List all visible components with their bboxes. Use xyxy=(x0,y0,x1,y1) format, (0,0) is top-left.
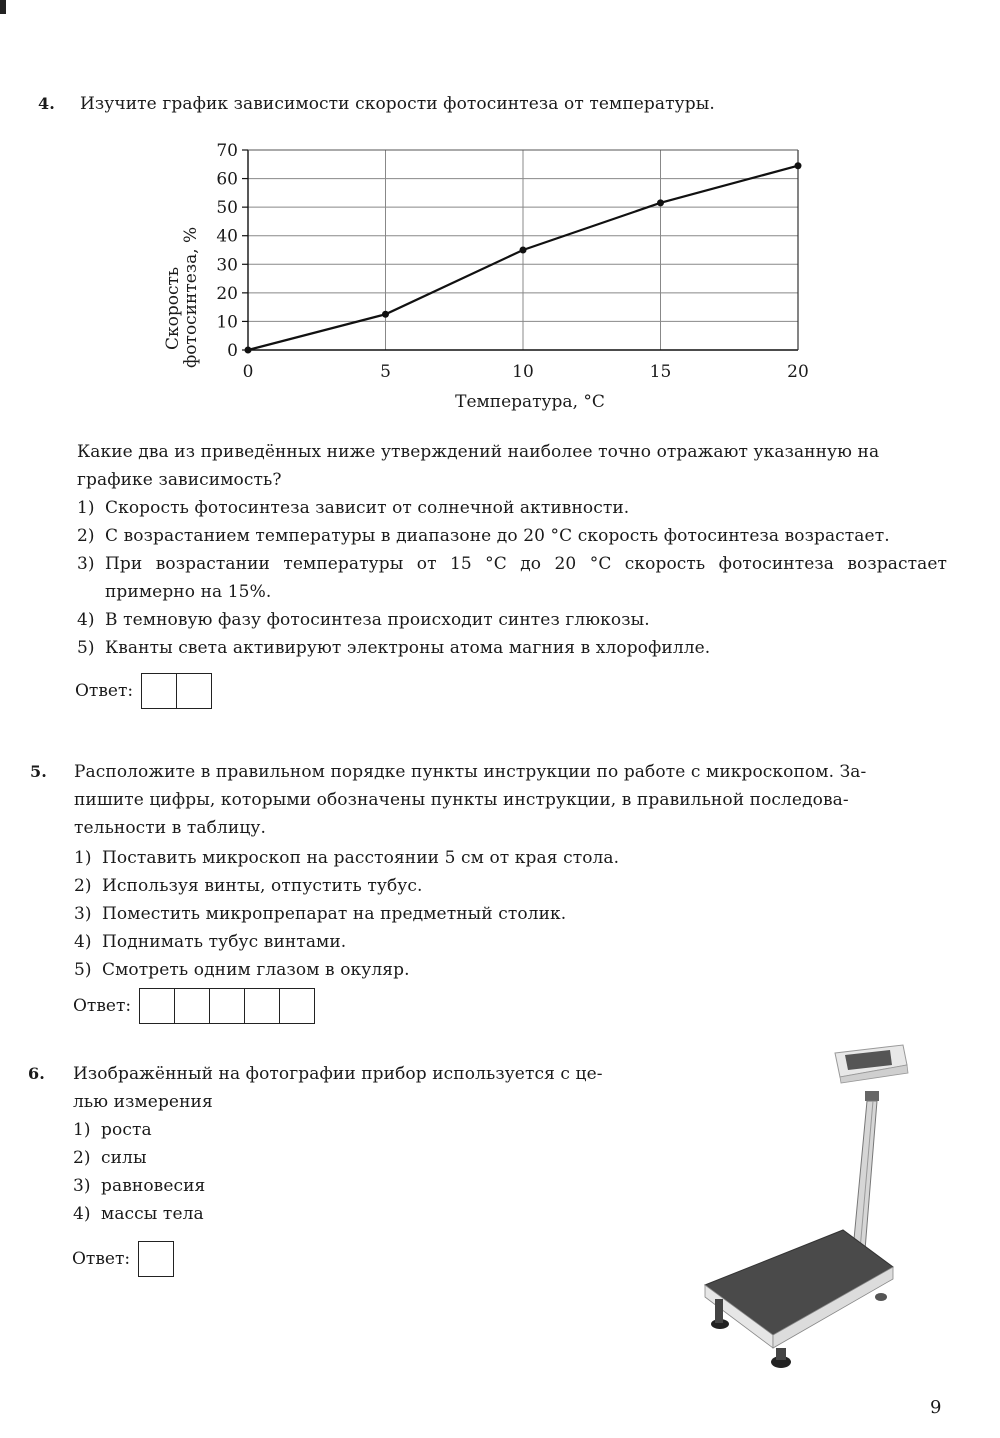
y-axis-label-line1: Скорость xyxy=(163,266,183,350)
floor-scale-photo xyxy=(695,1035,975,1380)
y-tick-label: 40 xyxy=(216,226,238,247)
option-text: Поднимать тубус винтами. xyxy=(102,932,347,952)
answer-option xyxy=(74,928,950,956)
answer-cells[interactable] xyxy=(139,988,315,1024)
answer-option xyxy=(74,844,950,872)
option-text: Смотреть одним глазом в окуляр. xyxy=(102,960,410,980)
data-point xyxy=(657,199,664,206)
answer-label: Ответ: xyxy=(73,996,132,1016)
option-number: 1) xyxy=(77,498,95,518)
question-4-number: 4. xyxy=(38,94,55,113)
answer-cell[interactable] xyxy=(140,989,175,1023)
scale-display-head xyxy=(835,1045,908,1083)
answer-cell[interactable] xyxy=(210,989,245,1023)
option-number: 3) xyxy=(77,554,95,574)
option-text: массы тела xyxy=(101,1204,204,1224)
x-tick-label: 5 xyxy=(380,362,391,382)
option-number: 4) xyxy=(73,1204,91,1224)
answer-option xyxy=(73,1144,673,1172)
question-6-number: 6. xyxy=(28,1064,45,1083)
option-text: С возрастанием температуры в диапазоне до 20 °С скорость фотосинтеза возрастает. xyxy=(105,526,890,546)
x-tick-label: 10 xyxy=(512,362,534,382)
y-tick-label: 20 xyxy=(216,283,238,304)
data-point xyxy=(245,347,252,354)
scale-platform xyxy=(705,1230,893,1368)
question-5-prompt-line2: пишите цифры, которыми обозначены пункты инструкции, в правильной последова- xyxy=(74,790,849,810)
answer-option xyxy=(77,606,947,634)
answer-cell[interactable] xyxy=(139,1242,173,1276)
option-number: 4) xyxy=(74,932,92,952)
y-tick-label: 70 xyxy=(216,141,238,161)
option-number: 3) xyxy=(73,1176,91,1196)
question-4-prompt: Изучите график зависимости скорости фотосинтеза от температуры. xyxy=(80,94,715,114)
option-number: 2) xyxy=(74,876,92,896)
x-tick-label: 20 xyxy=(787,362,809,382)
answer-option xyxy=(77,494,947,522)
answer-option xyxy=(77,550,947,606)
page-number: 9 xyxy=(930,1397,942,1418)
answer-option xyxy=(77,634,947,662)
option-number: 3) xyxy=(74,904,92,924)
x-tick-label: 15 xyxy=(649,362,672,382)
answer-option xyxy=(74,872,950,900)
option-text: силы xyxy=(101,1148,147,1168)
answer-option xyxy=(74,956,950,984)
x-tick-label: 0 xyxy=(242,362,254,382)
answer-cell[interactable] xyxy=(177,674,211,708)
question-6-options xyxy=(73,1116,673,1228)
option-text: Скорость фотосинтеза зависит от солнечной активности. xyxy=(105,498,630,518)
answer-option xyxy=(74,900,950,928)
question-5-prompt-line1: Расположите в правильном порядке пункты инструкции по работе с микроскопом. За- xyxy=(74,762,867,782)
question-6-answer xyxy=(72,1241,174,1277)
option-text: Используя винты, отпустить тубус. xyxy=(102,876,423,896)
data-point xyxy=(795,162,802,169)
answer-label: Ответ: xyxy=(75,681,134,701)
y-tick-label: 0 xyxy=(227,341,238,361)
question-5-prompt-line3: тельности в таблицу. xyxy=(74,818,266,838)
option-number: 2) xyxy=(77,526,95,546)
answer-option xyxy=(73,1116,673,1144)
option-text: При возрастании температуры от 15 °С до 20 °С скорость фотосинтеза возрастает примерно на 15%. xyxy=(105,554,947,602)
question-4-text-line2: графике зависимость? xyxy=(77,470,282,490)
answer-option xyxy=(73,1172,673,1200)
option-number: 4) xyxy=(77,610,95,630)
question-4-answer xyxy=(75,673,212,709)
y-tick-label: 30 xyxy=(216,255,238,276)
option-text: Поставить микроскоп на расстоянии 5 см от края стола. xyxy=(102,848,620,868)
y-axis-label-line2: фотосинтеза, % xyxy=(181,226,201,368)
x-axis-label: Температура, °С xyxy=(455,392,605,412)
scan-corner-mark xyxy=(0,0,6,14)
x-tick-labels xyxy=(243,362,809,382)
option-text: Поместить микропрепарат на предметный столик. xyxy=(102,904,567,924)
scale-column xyxy=(853,1091,879,1250)
answer-option xyxy=(77,522,947,550)
data-point xyxy=(382,311,389,318)
question-4-text-line1: Какие два из приведённых ниже утверждений наиболее точно отражают указанную на xyxy=(77,442,880,462)
question-6-prompt-line1: Изображённый на фотографии прибор используется с це- xyxy=(73,1064,603,1084)
answer-option xyxy=(73,1200,673,1228)
answer-cells[interactable] xyxy=(138,1241,174,1277)
answer-cell[interactable] xyxy=(280,989,314,1023)
y-tick-label: 10 xyxy=(216,312,238,333)
y-tick-label: 60 xyxy=(216,169,238,190)
option-number: 5) xyxy=(77,638,95,658)
option-number: 2) xyxy=(73,1148,91,1168)
y-tick-label: 50 xyxy=(216,198,238,219)
option-number: 5) xyxy=(74,960,92,980)
question-4-options xyxy=(77,494,947,662)
photosynthesis-chart xyxy=(150,135,830,420)
question-6-prompt-line2: лью измерения xyxy=(73,1092,213,1112)
question-5-options xyxy=(74,844,950,984)
answer-cell[interactable] xyxy=(245,989,280,1023)
option-number: 1) xyxy=(74,848,92,868)
question-5-answer xyxy=(73,988,315,1024)
answer-cell[interactable] xyxy=(175,989,210,1023)
data-point xyxy=(520,247,527,254)
option-text: равновесия xyxy=(101,1176,206,1196)
answer-cell[interactable] xyxy=(142,674,177,708)
option-text: роста xyxy=(101,1120,152,1140)
option-text: В темновую фазу фотосинтеза происходит синтез глюкозы. xyxy=(105,610,650,630)
question-5-number: 5. xyxy=(30,762,47,781)
option-number: 1) xyxy=(73,1120,91,1140)
option-text: Кванты света активируют электроны атома магния в хлорофилле. xyxy=(105,638,711,658)
answer-cells[interactable] xyxy=(141,673,212,709)
y-tick-labels xyxy=(216,141,238,361)
answer-label: Ответ: xyxy=(72,1249,131,1269)
